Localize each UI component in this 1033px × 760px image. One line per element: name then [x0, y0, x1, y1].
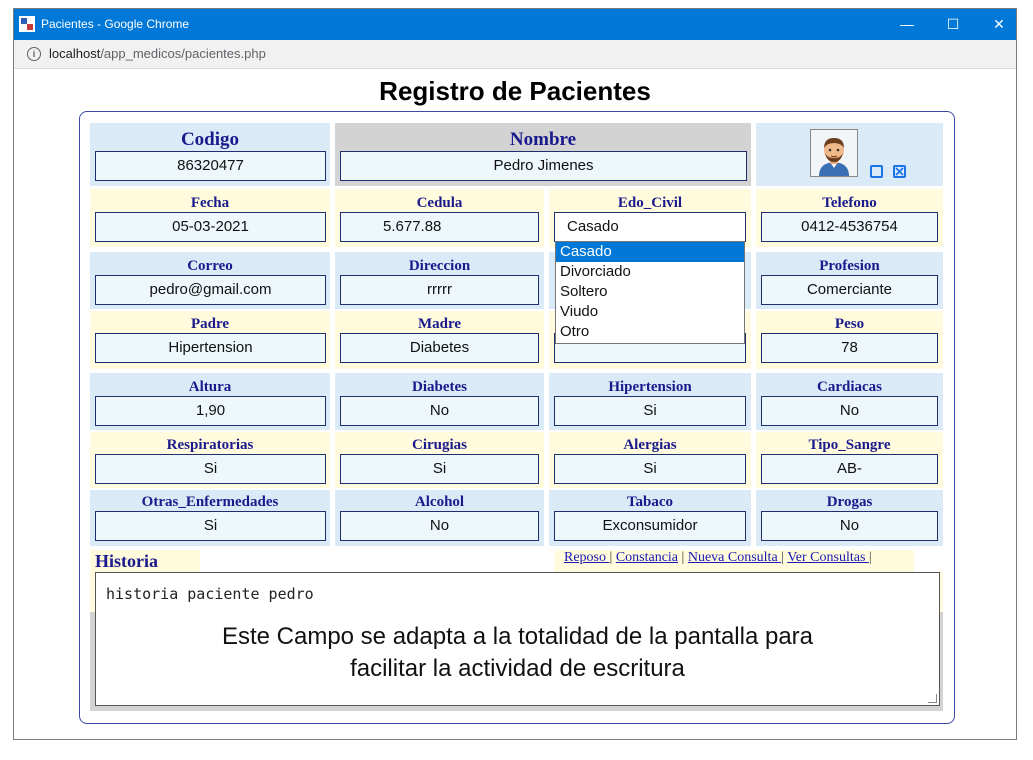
url-host: localhost	[49, 46, 101, 61]
cedula-label: Cedula	[416, 195, 463, 211]
madre-cell	[335, 311, 544, 369]
maximize-button[interactable]: ☐	[946, 16, 960, 32]
profesion-cell	[756, 252, 943, 309]
remove-image-icon[interactable]	[893, 165, 906, 178]
peso-cell	[756, 311, 943, 369]
madre-label: Madre	[417, 316, 462, 332]
maximize-image-icon[interactable]	[870, 165, 883, 178]
info-icon[interactable]: i	[27, 47, 41, 61]
hipertension-label: Hipertension	[608, 379, 692, 395]
tabaco-cell	[549, 490, 751, 546]
edo-civil-cell	[549, 189, 751, 247]
dropdown-option-otro[interactable]: Otro	[560, 323, 590, 340]
profesion-label: Profesion	[819, 258, 880, 274]
historia-note-line2: facilitar la actividad de escritura	[350, 655, 685, 682]
tipo-sangre-cell	[756, 432, 943, 488]
respiratorias-label: Respiratorias	[166, 437, 254, 453]
dropdown-option-soltero[interactable]: Soltero	[560, 283, 608, 300]
diabetes-label: Diabetes	[412, 379, 467, 395]
altura-cell	[90, 373, 330, 430]
otras-enfermedades-input[interactable]: Si	[95, 511, 326, 541]
alergias-input[interactable]: Si	[554, 454, 746, 484]
edo-civil-label: Edo_Civil	[617, 195, 683, 211]
diabetes-input[interactable]: No	[340, 396, 539, 426]
hipertension-input[interactable]: Si	[554, 396, 746, 426]
dropdown-option-divorciado[interactable]: Divorciado	[560, 263, 631, 280]
patient-avatar[interactable]	[810, 129, 858, 177]
otras-enfermedades-cell	[90, 490, 330, 546]
altura-input[interactable]: 1,90	[95, 396, 326, 426]
man-avatar-icon	[811, 130, 857, 176]
link-separator: |	[681, 550, 685, 565]
cedula-cell	[335, 189, 544, 247]
tabaco-label: Tabaco	[626, 494, 674, 510]
alcohol-cell	[335, 490, 544, 546]
diabetes-cell	[335, 373, 544, 430]
padre-cell	[90, 311, 330, 369]
fecha-cell	[90, 189, 330, 247]
padre-input[interactable]: Hipertension	[95, 333, 326, 363]
respiratorias-cell	[90, 432, 330, 488]
tipo-sangre-label: Tipo_Sangre	[808, 437, 891, 453]
browser-window	[13, 8, 1017, 740]
tipo-sangre-input[interactable]: AB-	[761, 454, 938, 484]
altura-label: Altura	[188, 379, 232, 395]
nombre-label: Nombre	[509, 129, 577, 150]
drogas-label: Drogas	[826, 494, 873, 510]
tabaco-input[interactable]: Exconsumidor	[554, 511, 746, 541]
telefono-input[interactable]: 0412-4536754	[761, 212, 938, 242]
historia-label: Historia	[95, 551, 158, 571]
dropdown-option-viudo[interactable]: Viudo	[560, 303, 599, 320]
alcohol-input[interactable]: No	[340, 511, 539, 541]
historia-label-cell	[90, 550, 200, 572]
constancia-link[interactable]: Constancia	[615, 550, 679, 565]
title-bar	[14, 9, 1016, 40]
direccion-input[interactable]: rrrrr	[340, 275, 539, 305]
peso-label: Peso	[834, 316, 865, 332]
resize-grip-icon[interactable]	[928, 694, 937, 703]
cirugias-label: Cirugias	[411, 437, 467, 453]
respiratorias-input[interactable]: Si	[95, 454, 326, 484]
link-separator: |	[609, 550, 613, 565]
alergias-label: Alergias	[623, 437, 677, 453]
address-bar[interactable]	[14, 40, 1016, 69]
x-mark-icon	[895, 167, 904, 176]
nueva-consulta-link[interactable]: Nueva Consulta	[687, 550, 782, 565]
hipertension-cell	[549, 373, 751, 430]
cedula-input[interactable]: 5.677.88	[340, 212, 539, 242]
link-separator: |	[781, 550, 784, 565]
cardiacas-input[interactable]: No	[761, 396, 938, 426]
fecha-label: Fecha	[190, 195, 230, 211]
edo-civil-dropdown	[555, 241, 745, 344]
cardiacas-cell	[756, 373, 943, 430]
drogas-input[interactable]: No	[761, 511, 938, 541]
window-title: Pacientes - Google Chrome	[41, 17, 190, 31]
codigo-label: Codigo	[180, 129, 240, 150]
drogas-cell	[756, 490, 943, 546]
cardiacas-label: Cardiacas	[817, 379, 882, 395]
historia-links	[564, 550, 872, 566]
minimize-button[interactable]: —	[900, 16, 914, 32]
cirugias-input[interactable]: Si	[340, 454, 539, 484]
madre-input[interactable]: Diabetes	[340, 333, 539, 363]
correo-label: Correo	[187, 258, 233, 274]
direccion-label: Direccion	[408, 258, 471, 274]
historia-textarea[interactable]	[95, 572, 940, 706]
profesion-input[interactable]: Comerciante	[761, 275, 938, 305]
link-separator: |	[868, 550, 872, 565]
nombre-input[interactable]: Pedro Jimenes	[340, 151, 747, 181]
telefono-cell	[756, 189, 943, 247]
fecha-input[interactable]: 05-03-2021	[95, 212, 326, 242]
codigo-input[interactable]: 86320477	[95, 151, 326, 181]
avatar-cell	[756, 123, 943, 186]
telefono-label: Telefono	[822, 195, 877, 211]
peso-input[interactable]: 78	[761, 333, 938, 363]
correo-cell	[90, 252, 330, 309]
historia-note-line1: Este Campo se adapta a la totalidad de la pantalla para	[221, 623, 814, 650]
url-path: /app_medicos/pacientes.php	[100, 46, 266, 61]
edo-civil-select[interactable]: Casado	[554, 212, 746, 242]
historia-text: historia paciente pedro	[106, 585, 314, 603]
nombre-cell	[335, 123, 751, 186]
close-button[interactable]: ✕	[993, 16, 1005, 32]
ver-consultas-link[interactable]: Ver Consultas	[787, 550, 869, 565]
url-text[interactable]	[49, 46, 266, 61]
correo-input[interactable]: pedro@gmail.com	[95, 275, 326, 305]
reposo-link[interactable]: Reposo	[564, 550, 610, 565]
historia-note	[96, 621, 939, 685]
direccion-cell	[335, 252, 544, 309]
app-icon	[19, 16, 35, 32]
dropdown-option-casado[interactable]: Casado	[556, 242, 744, 262]
cirugias-cell	[335, 432, 544, 488]
padre-label: Padre	[190, 316, 230, 332]
alcohol-label: Alcohol	[414, 494, 465, 510]
alergias-cell	[549, 432, 751, 488]
otras-enfermedades-label: Otras_Enfermedades	[141, 494, 279, 510]
codigo-cell	[90, 123, 330, 186]
page-title: Registro de Pacientes	[379, 76, 651, 106]
